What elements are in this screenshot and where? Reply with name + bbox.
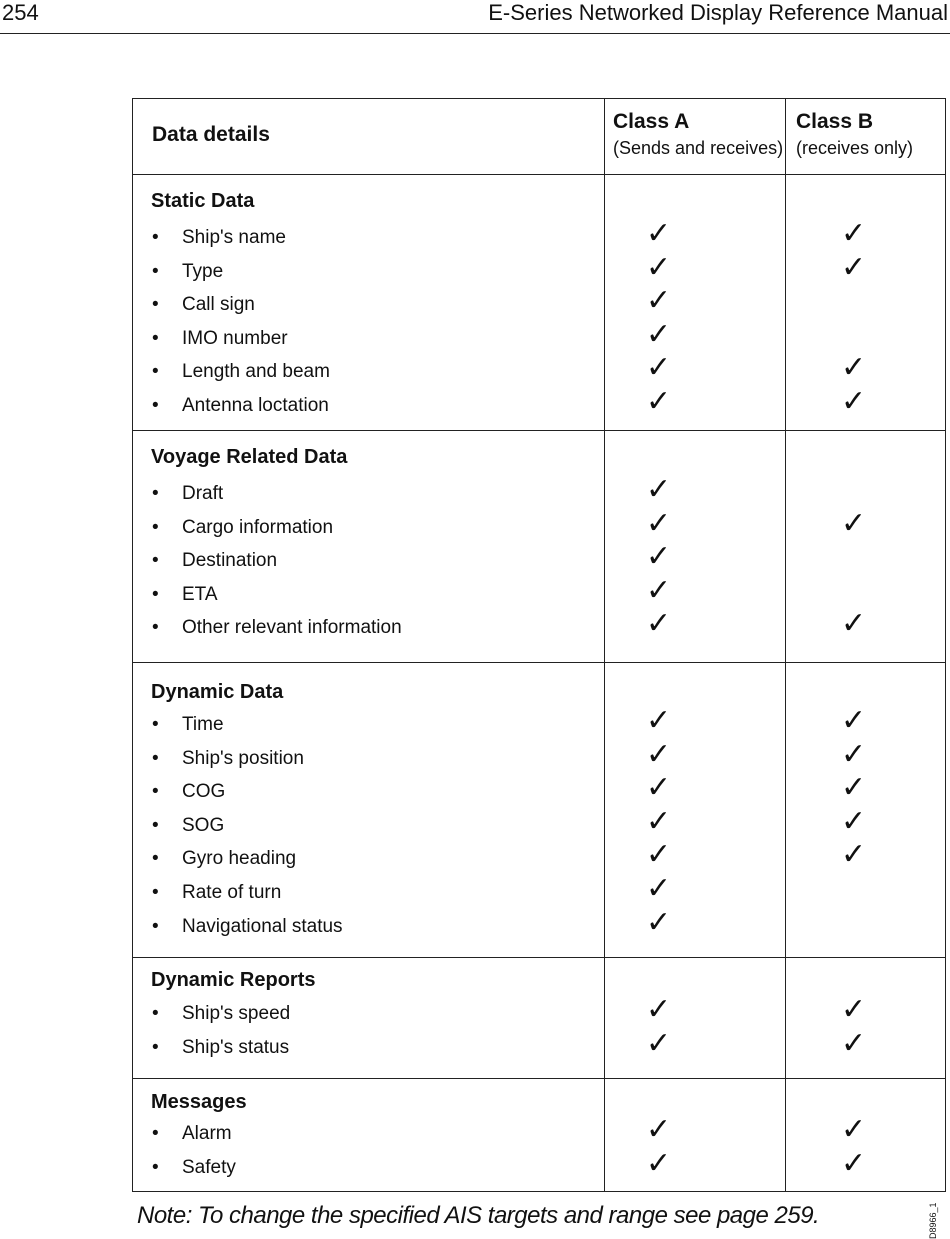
list-item [152,483,223,505]
bullet-icon: • [152,781,159,803]
section [133,957,945,1079]
list-item [152,294,255,316]
section [133,174,945,431]
class-a-check-icon: ✓ [646,473,672,506]
class-b-check-icon: ✓ [841,993,867,1026]
class-a-check-icon: ✓ [646,771,672,805]
bullet-icon: • [152,882,159,903]
class-a-check-icon: ✓ [646,1146,672,1180]
item-label: Antenna loctation [182,395,329,416]
class-a-heading [613,109,783,161]
list-item [152,584,218,606]
class-b-check-icon: ✓ [841,704,867,737]
section [133,1078,945,1193]
class-a-check-icon: ✓ [646,838,672,872]
page-number: 254 [2,0,39,25]
class-b-desc: (receives only) [796,138,914,158]
class-b-check-icon: ✓ [841,217,867,250]
class-a-check-icon: ✓ [646,905,672,939]
list-item [152,1157,236,1179]
list-item [152,1037,289,1059]
item-label: Other relevant information [182,617,402,639]
class-b-check-icon: ✓ [841,351,867,385]
bullet-icon: • [152,327,159,349]
item-label: ETA [182,583,218,605]
class-b-name: Class B [796,110,874,133]
class-a-check-icon: ✓ [646,506,672,540]
bullet-icon: • [152,714,159,735]
bullet-icon: • [152,1156,159,1178]
class-a-check-icon: ✓ [646,573,672,607]
section-title: Static Data [151,190,255,212]
bullet-icon: • [152,848,159,870]
list-item [152,361,330,383]
list-item [152,617,402,639]
class-a-check-icon: ✓ [646,704,672,737]
item-label: Rate of turn [182,882,282,903]
class-a-check-icon: ✓ [646,317,672,351]
class-b-check-icon: ✓ [841,1146,867,1180]
section [133,662,945,958]
bullet-icon: • [152,395,159,416]
item-label: SOG [182,814,225,836]
bullet-icon: • [152,550,159,572]
item-label: Draft [182,483,224,504]
item-label: COG [182,781,226,803]
data-details-heading: Data details [152,123,270,146]
item-label: Ship's position [182,747,304,769]
manual-title: E-Series Networked Display Reference Manual [488,0,948,25]
item-label: Gyro heading [182,848,297,870]
class-a-check-icon: ✓ [646,385,672,418]
item-label: Call sign [182,294,255,316]
list-item [152,916,343,938]
class-b-heading [796,109,913,161]
table-header [133,99,945,175]
class-a-check-icon: ✓ [646,872,672,905]
class-b-check-icon: ✓ [841,838,867,872]
list-item [152,748,304,770]
item-label: Alarm [182,1123,232,1144]
list-item [152,882,281,904]
list-item [152,815,224,837]
bullet-icon: • [152,583,159,605]
footnote: Note: To change the specified AIS targets and range see page 259. [137,1202,820,1229]
item-label: Type [182,260,224,282]
item-label: Destination [182,550,278,572]
class-a-check-icon: ✓ [646,1113,672,1146]
class-b-check-icon: ✓ [841,804,867,838]
section [133,430,945,663]
bullet-icon: • [152,747,159,769]
class-a-name: Class A [613,110,690,133]
item-label: Ship's name [182,227,286,248]
section-title: Dynamic Data [151,681,284,703]
item-label: Ship's status [182,1036,290,1058]
class-b-check-icon: ✓ [841,737,867,771]
class-a-check-icon: ✓ [646,250,672,284]
class-a-check-icon: ✓ [646,351,672,385]
bullet-icon: • [152,1003,159,1024]
item-label: Navigational status [182,915,343,937]
list-item [152,517,333,539]
class-b-check-icon: ✓ [841,771,867,805]
section-title: Messages [151,1091,247,1113]
class-a-check-icon: ✓ [646,737,672,771]
class-a-check-icon: ✓ [646,1026,672,1060]
bullet-icon: • [152,294,159,316]
class-b-check-icon: ✓ [841,1113,867,1146]
item-label: Time [182,714,224,735]
list-item [152,848,296,870]
page-header [0,0,950,34]
bullet-icon: • [152,1123,159,1144]
class-b-check-icon: ✓ [841,1026,867,1060]
item-label: Length and beam [182,361,330,383]
list-item [152,1003,290,1025]
bullet-icon: • [152,260,159,282]
class-a-check-icon: ✓ [646,284,672,318]
item-label: Safety [182,1156,236,1178]
section-title: Dynamic Reports [151,969,316,991]
bullet-icon: • [152,617,159,639]
class-a-check-icon: ✓ [646,993,672,1026]
item-label: IMO number [182,327,288,349]
item-label: Cargo information [182,516,334,538]
bullet-icon: • [152,1036,159,1058]
class-b-check-icon: ✓ [841,607,867,641]
class-a-check-icon: ✓ [646,607,672,641]
class-a-check-icon: ✓ [646,540,672,574]
item-label: Ship's speed [182,1003,291,1024]
bullet-icon: • [152,814,159,836]
drawing-id: D8966_1 [928,1202,938,1239]
list-item [152,261,223,283]
bullet-icon: • [152,361,159,383]
bullet-icon: • [152,915,159,937]
list-item [152,395,329,417]
list-item [152,227,286,249]
list-item [152,781,225,803]
class-a-desc: (Sends and receives) [613,138,784,158]
class-a-check-icon: ✓ [646,804,672,838]
list-item [152,328,288,350]
class-b-check-icon: ✓ [841,506,867,540]
bullet-icon: • [152,516,159,538]
class-b-check-icon: ✓ [841,385,867,418]
section-title: Voyage Related Data [151,446,348,468]
list-item [152,714,224,736]
class-b-check-icon: ✓ [841,250,867,284]
class-a-check-icon: ✓ [646,217,672,250]
list-item [152,1123,232,1145]
bullet-icon: • [152,227,159,248]
bullet-icon: • [152,483,159,504]
list-item [152,550,277,572]
